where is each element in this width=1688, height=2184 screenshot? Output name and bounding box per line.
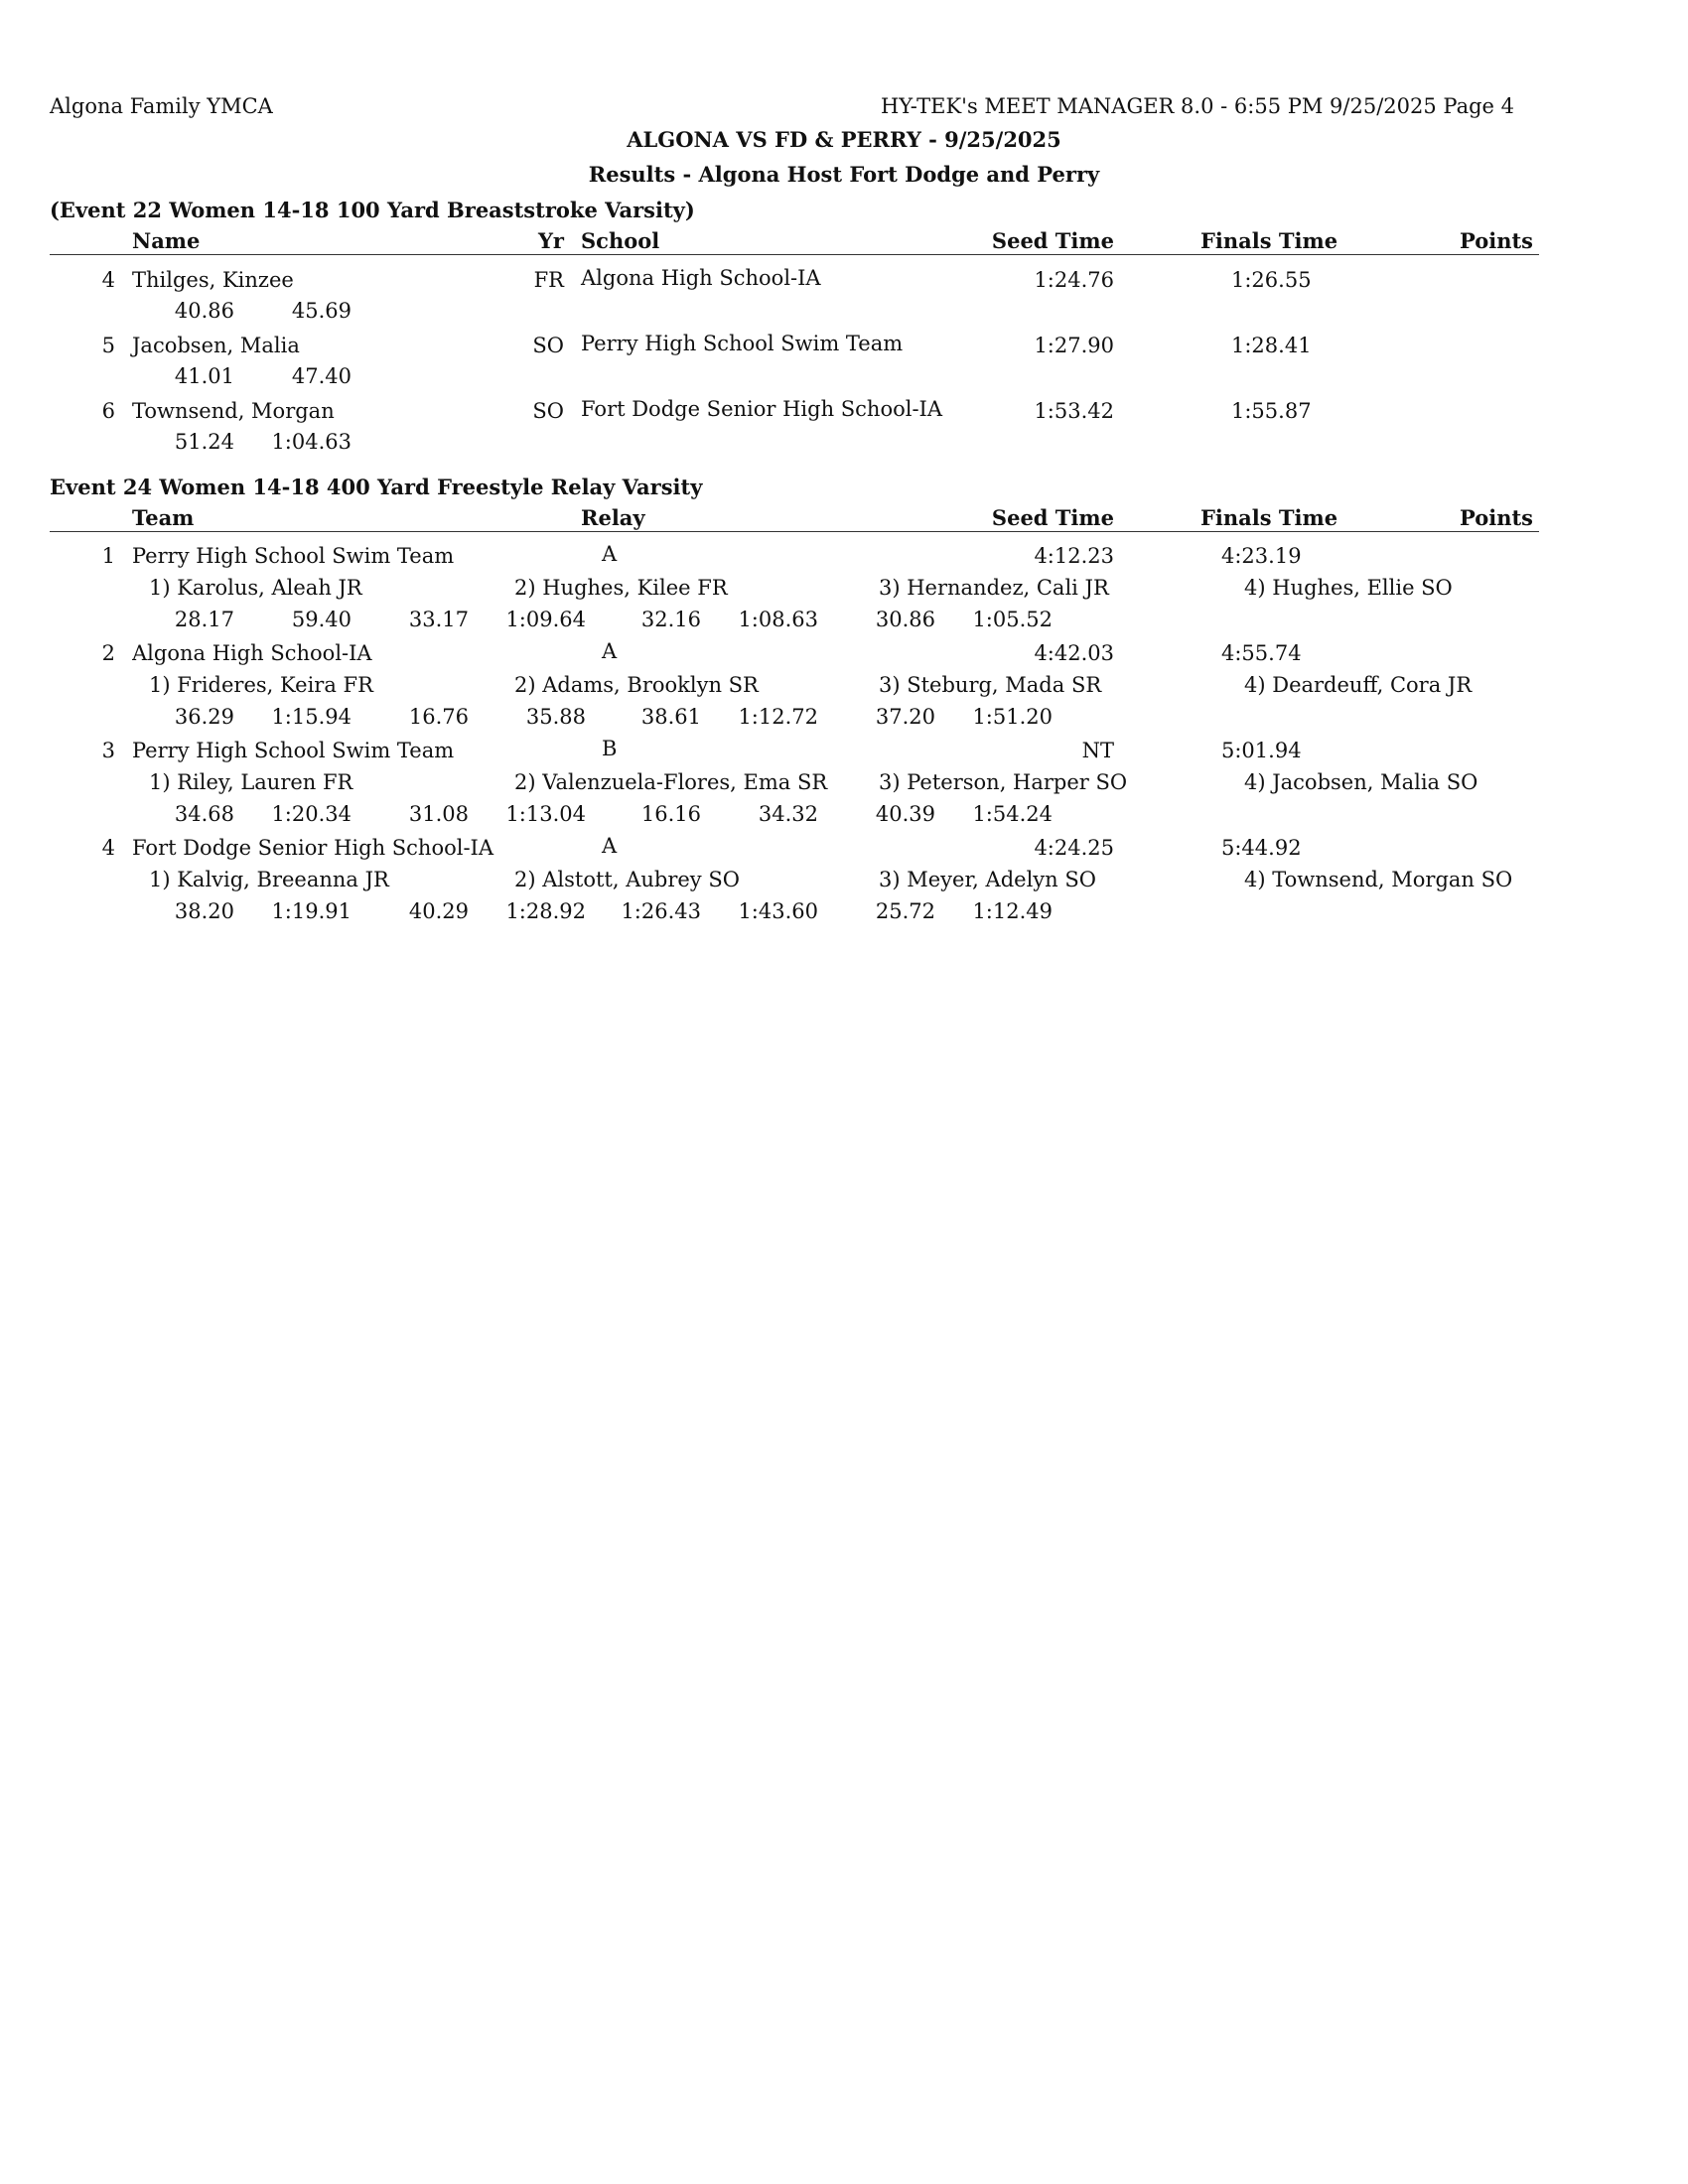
split-time: 25.72 [875,899,935,923]
seed-time: 1:27.90 [1034,334,1114,357]
meet-title: ALGONA VS FD & PERRY - 9/25/2025 [627,127,1061,152]
place: 6 [101,399,115,423]
split-time: 1:19.91 [271,899,352,923]
split-time: 38.61 [640,705,701,729]
school-name: Perry High School Swim Team [581,332,904,355]
split-time: 1:51.20 [972,705,1053,729]
finals-time: 1:55.87 [1231,399,1312,423]
finals-time: 1:28.41 [1231,334,1312,357]
relay-letter: A [602,639,618,663]
team-name: Fort Dodge Senior High School-IA [132,836,494,860]
split-time: 1:04.63 [271,430,352,454]
relay-swimmer: 2) Valenzuela-Flores, Ema SR [514,770,828,794]
relay-swimmer: 3) Steburg, Mada SR [879,673,1102,697]
place: 4 [101,268,115,292]
seed-time: NT [1081,739,1114,762]
split-time: 1:15.94 [271,705,352,729]
place: 1 [101,544,115,568]
school-name: Algona High School-IA [581,266,821,290]
relay-swimmer: 2) Adams, Brooklyn SR [514,673,759,697]
relay-letter: A [602,834,618,858]
header-rule [50,531,1539,532]
col-team-header: Team [132,505,195,530]
seed-time: 4:24.25 [1034,836,1114,860]
seed-time: 1:24.76 [1034,268,1114,292]
relay-swimmer: 2) Alstott, Aubrey SO [514,868,740,891]
split-time: 1:05.52 [972,608,1053,631]
col-points-header: Points [1459,228,1533,253]
results-title: Results - Algona Host Fort Dodge and Perry [588,162,1100,187]
event-22-title: (Event 22 Women 14-18 100 Yard Breaststroke Varsity) [50,198,695,222]
finals-time: 4:23.19 [1221,544,1302,568]
relay-letter: B [602,737,618,760]
split-time: 40.39 [875,802,935,826]
relay-swimmer: 4) Jacobsen, Malia SO [1244,770,1478,794]
school-name: Fort Dodge Senior High School-IA [581,397,943,421]
col-finals-header: Finals Time [1200,228,1338,253]
relay-swimmer: 1) Riley, Lauren FR [149,770,353,794]
split-time: 59.40 [291,608,352,631]
split-time: 34.68 [174,802,234,826]
event-24-title: Event 24 Women 14-18 400 Yard Freestyle Relay Varsity [50,475,703,499]
finals-time: 5:01.94 [1221,739,1302,762]
class-year: FR [533,268,564,292]
col-seed-header: Seed Time [991,228,1114,253]
relay-swimmer: 1) Frideres, Keira FR [149,673,373,697]
swimmer-name: Townsend, Morgan [132,399,335,423]
relay-swimmer: 3) Hernandez, Cali JR [879,576,1109,600]
place: 5 [101,334,115,357]
relay-swimmer: 1) Kalvig, Breeanna JR [149,868,389,891]
col-yr-header: Yr [537,228,564,253]
seed-time: 1:53.42 [1034,399,1114,423]
relay-swimmer: 2) Hughes, Kilee FR [514,576,728,600]
split-time: 36.29 [174,705,234,729]
relay-swimmer: 3) Meyer, Adelyn SO [879,868,1096,891]
header-rule [50,254,1539,255]
split-time: 30.86 [875,608,935,631]
place: 4 [101,836,115,860]
col-school-header: School [581,228,660,253]
split-time: 40.86 [174,299,234,323]
col-finals-header: Finals Time [1200,505,1338,530]
split-time: 37.20 [875,705,935,729]
relay-swimmer: 4) Hughes, Ellie SO [1244,576,1453,600]
split-time: 16.76 [408,705,469,729]
split-time: 16.16 [640,802,701,826]
team-name: Algona High School-IA [132,641,372,665]
split-time: 1:26.43 [621,899,701,923]
split-time: 47.40 [291,364,352,388]
split-time: 31.08 [408,802,469,826]
swimmer-name: Thilges, Kinzee [132,268,294,292]
split-time: 1:12.72 [738,705,818,729]
col-seed-header: Seed Time [991,505,1114,530]
swimmer-name: Jacobsen, Malia [132,334,300,357]
split-time: 51.24 [174,430,234,454]
seed-time: 4:12.23 [1034,544,1114,568]
finals-time: 1:26.55 [1231,268,1312,292]
split-time: 32.16 [640,608,701,631]
split-time: 45.69 [291,299,352,323]
seed-time: 4:42.03 [1034,641,1114,665]
split-time: 34.32 [758,802,818,826]
col-name-header: Name [132,228,201,253]
split-time: 33.17 [408,608,469,631]
class-year: SO [532,334,564,357]
relay-swimmer: 4) Deardeuff, Cora JR [1244,673,1473,697]
split-time: 1:43.60 [738,899,818,923]
team-name: Perry High School Swim Team [132,544,455,568]
finals-time: 4:55.74 [1221,641,1302,665]
split-time: 35.88 [525,705,586,729]
finals-time: 5:44.92 [1221,836,1302,860]
split-time: 38.20 [174,899,234,923]
split-time: 1:28.92 [505,899,586,923]
split-time: 1:12.49 [972,899,1053,923]
relay-swimmer: 4) Townsend, Morgan SO [1244,868,1513,891]
relay-swimmer: 3) Peterson, Harper SO [879,770,1128,794]
split-time: 1:08.63 [738,608,818,631]
place: 3 [101,739,115,762]
split-time: 1:09.64 [505,608,586,631]
software-stamp: HY-TEK's MEET MANAGER 8.0 - 6:55 PM 9/25/2025 Page 4 [880,94,1514,118]
split-time: 1:20.34 [271,802,352,826]
col-relay-header: Relay [581,505,645,530]
team-name: Perry High School Swim Team [132,739,455,762]
place: 2 [101,641,115,665]
split-time: 1:54.24 [972,802,1053,826]
organization-name: Algona Family YMCA [50,94,273,118]
split-time: 40.29 [408,899,469,923]
split-time: 28.17 [174,608,234,631]
col-points-header: Points [1459,505,1533,530]
split-time: 1:13.04 [505,802,586,826]
relay-swimmer: 1) Karolus, Aleah JR [149,576,362,600]
relay-letter: A [602,542,618,566]
split-time: 41.01 [174,364,234,388]
class-year: SO [532,399,564,423]
